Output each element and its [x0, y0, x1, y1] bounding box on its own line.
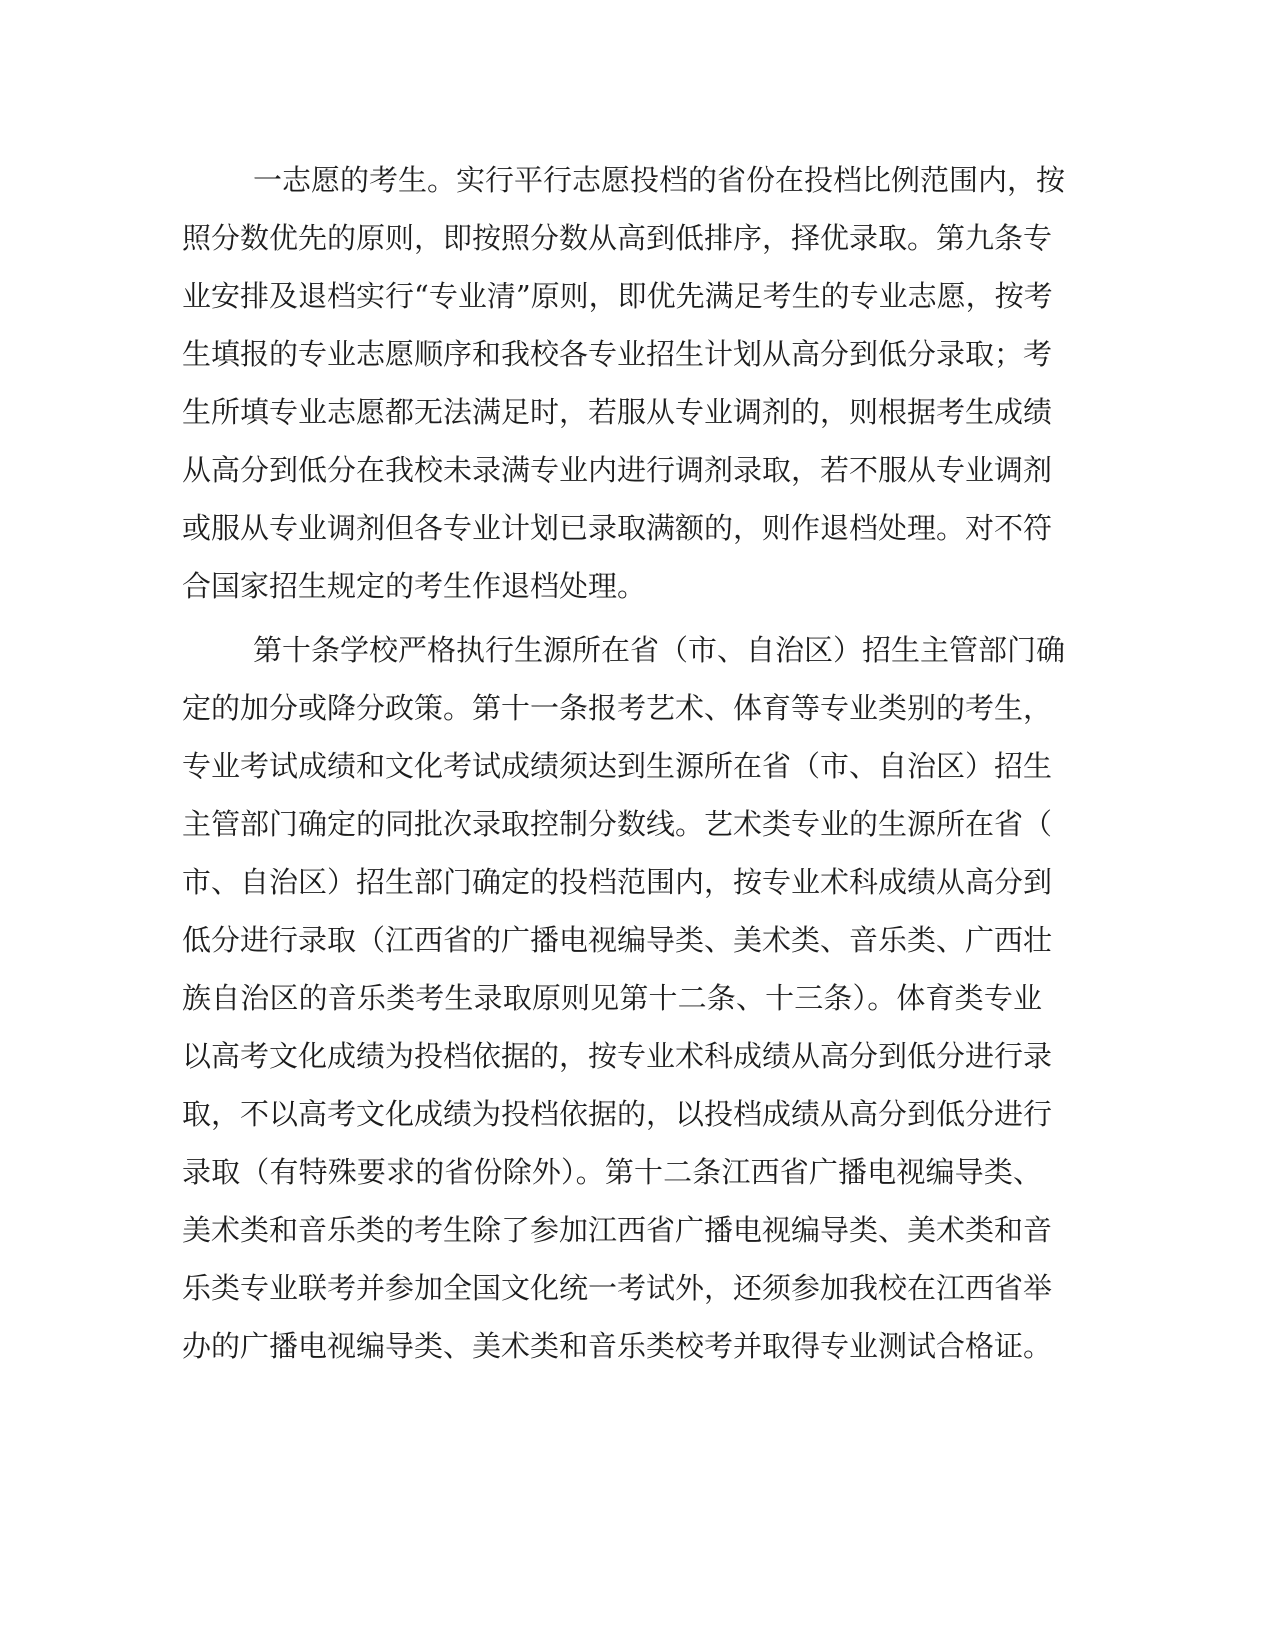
text-line: 定的加分或降分政策。第十一条报考艺术、体育等专业类别的考生， [182, 691, 1053, 725]
text-line: 主管部门确定的同批次录取控制分数线。艺术类专业的生源所在省（ [182, 807, 1053, 841]
text-line: 以高考文化成绩为投档依据的，按专业术科成绩从高分到低分进行录 [182, 1039, 1053, 1073]
text-line: 一志愿的考生。实行平行志愿投档的省份在投档比例范围内，按 [253, 163, 1066, 197]
text-line: 族自治区的音乐类考生录取原则见第十二条、十三条）。体育类专业 [182, 981, 1042, 1015]
text-line: 办的广播电视编导类、美术类和音乐类校考并取得专业测试合格证。 [182, 1329, 1053, 1363]
text-line: 合国家招生规定的考生作退档处理。 [182, 569, 647, 603]
text-line: 低分进行录取（江西省的广播电视编导类、美术类、音乐类、广西壮 [182, 923, 1053, 957]
text-line: 业安排及退档实行“专业清”原则，即优先满足考生的专业志愿，按考 [182, 279, 1053, 313]
text-line: 生填报的专业志愿顺序和我校各专业招生计划从高分到低分录取；考 [182, 337, 1053, 371]
text-line: 录取（有特殊要求的省份除外）。第十二条江西省广播电视编导类、 [182, 1155, 1042, 1189]
text-line: 专业考试成绩和文化考试成绩须达到生源所在省（市、自治区）招生 [182, 749, 1053, 783]
text-line: 第十条学校严格执行生源所在省（市、自治区）招生主管部门确 [253, 633, 1066, 667]
text-line: 市、自治区）招生部门确定的投档范围内，按专业术科成绩从高分到 [182, 865, 1053, 899]
text-line: 从高分到低分在我校未录满专业内进行调剂录取，若不服从专业调剂 [182, 453, 1053, 487]
text-line: 取，不以高考文化成绩为投档依据的，以投档成绩从高分到低分进行 [182, 1097, 1053, 1131]
text-line: 生所填专业志愿都无法满足时，若服从专业调剂的，则根据考生成绩 [182, 395, 1053, 429]
text-line: 照分数优先的原则，即按照分数从高到低排序，择优录取。第九条专 [182, 221, 1053, 255]
text-line: 美术类和音乐类的考生除了参加江西省广播电视编导类、美术类和音 [182, 1213, 1053, 1247]
text-line: 乐类专业联考并参加全国文化统一考试外，还须参加我校在江西省举 [182, 1271, 1053, 1305]
text-line: 或服从专业调剂但各专业计划已录取满额的，则作退档处理。对不符 [182, 511, 1053, 545]
